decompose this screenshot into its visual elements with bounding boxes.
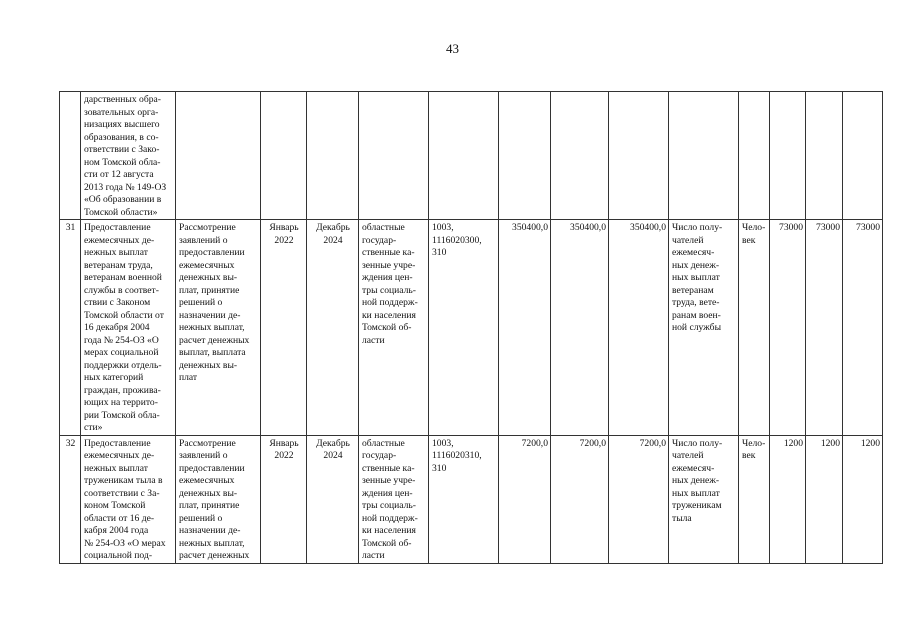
indicator-cell: Число полу- чателей ежемесяч- ных денеж- ных выплат ветеранам труда, вете- ранам воен- ной службы	[669, 220, 739, 436]
kbk-cell	[429, 92, 499, 220]
executor-cell: областные государ- ственные ка- зенные учре- ждения цен- тры социаль- ной поддерж- ки населения Томской об- ласти	[359, 220, 429, 436]
event-cell: Предоставление ежемесячных де- нежных выплат труженикам тыла в соответствии с За- коном Томской области от 16 де- кабря 2004 года № 254-ОЗ «О мерах социальной под-	[81, 435, 176, 563]
funding-year2-cell: 350400,0	[551, 220, 609, 436]
funding-year2-cell: 7200,0	[551, 435, 609, 563]
content-cell: Рассмотрение заявлений о предоставлении ежемесячных денежных вы- плат, принятие решений о назначении де- нежных выплат, расчет денежных	[176, 435, 261, 563]
funding-year2-cell	[551, 92, 609, 220]
end-date-cell: Декабрь 2024	[307, 220, 359, 436]
funding-year3-cell: 7200,0	[609, 435, 669, 563]
start-date-cell: Январь 2022	[261, 220, 307, 436]
funding-year3-cell	[609, 92, 669, 220]
kbk-cell: 1003, 1116020300, 310	[429, 220, 499, 436]
indicator-year1-cell	[770, 92, 806, 220]
indicator-year3-cell: 1200	[843, 435, 883, 563]
end-date-cell	[307, 92, 359, 220]
content-cell: Рассмотрение заявлений о предоставлении ежемесячных денежных вы- плат, принятие решений о назначении де- нежных выплат, расчет денежных выплат, выплата денежных вы- плат	[176, 220, 261, 436]
funding-year3-cell: 350400,0	[609, 220, 669, 436]
indicator-year1-cell: 1200	[770, 435, 806, 563]
executor-cell: областные государ- ственные ка- зенные учре- ждения цен- тры социаль- ной поддерж- ки населения Томской об- ласти	[359, 435, 429, 563]
unit-cell	[739, 92, 770, 220]
program-measures-table	[59, 91, 883, 564]
unit-cell: Чело- век	[739, 220, 770, 436]
indicator-year2-cell: 73000	[806, 220, 843, 436]
indicator-cell: Число полу- чателей ежемесяч- ных денеж- ных выплат труженикам тыла	[669, 435, 739, 563]
row-number	[60, 92, 81, 220]
funding-year1-cell: 350400,0	[499, 220, 551, 436]
row-number: 31	[60, 220, 81, 436]
indicator-year1-cell: 73000	[770, 220, 806, 436]
executor-cell	[359, 92, 429, 220]
start-date-cell	[261, 92, 307, 220]
indicator-year3-cell: 73000	[843, 220, 883, 436]
row-number: 32	[60, 435, 81, 563]
table-row	[60, 435, 883, 563]
table-row	[60, 92, 883, 220]
indicator-year2-cell: 1200	[806, 435, 843, 563]
indicator-cell	[669, 92, 739, 220]
indicator-year2-cell	[806, 92, 843, 220]
unit-cell: Чело- век	[739, 435, 770, 563]
indicator-year3-cell	[843, 92, 883, 220]
funding-year1-cell: 7200,0	[499, 435, 551, 563]
content-cell	[176, 92, 261, 220]
start-date-cell: Январь 2022	[261, 435, 307, 563]
event-cell: дарственных обра- зовательных орга- низациях высшего образования, в со- ответствии с Зако- ном Томской обла- сти от 12 августа 2013 года № 149-ОЗ «Об образовании в Томской области»	[81, 92, 176, 220]
end-date-cell: Декабрь 2024	[307, 435, 359, 563]
page-number: 43	[446, 41, 459, 56]
kbk-cell: 1003, 1116020310, 310	[429, 435, 499, 563]
funding-year1-cell	[499, 92, 551, 220]
event-cell: Предоставление ежемесячных де- нежных выплат ветеранам труда, ветеранам военной службы в соответ- ствии с Законом Томской области от 16 декабря 2004 года № 254-ОЗ «О мерах социальной поддержки отдель- ных категорий граждан, прожива- ющих на террито- рии Томской обла- сти»	[81, 220, 176, 436]
table-row	[60, 220, 883, 436]
